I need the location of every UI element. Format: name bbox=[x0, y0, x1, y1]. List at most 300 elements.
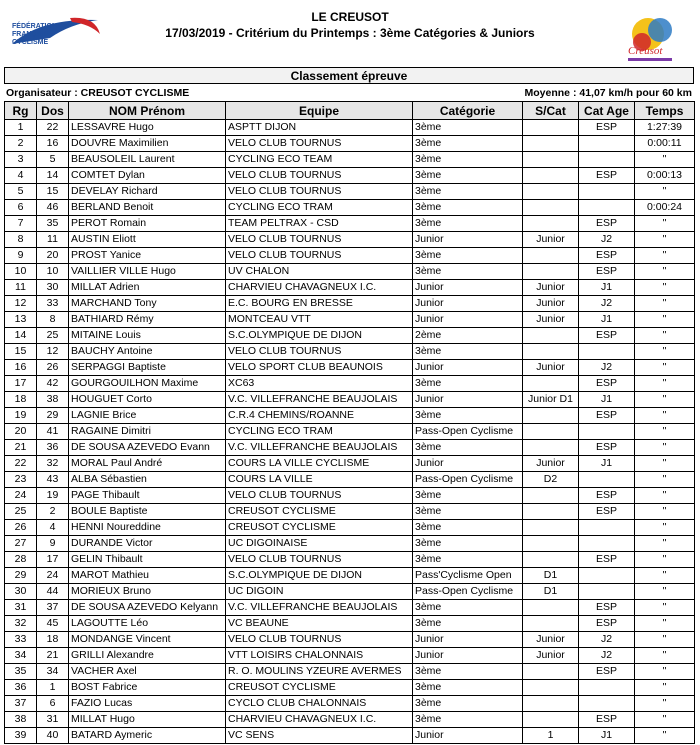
cell-catage: J2 bbox=[579, 648, 635, 664]
cell-rg: 14 bbox=[5, 328, 37, 344]
cell-scat bbox=[523, 152, 579, 168]
cell-dos: 33 bbox=[37, 296, 69, 312]
cell-equipe: VTT LOISIRS CHALONNAIS bbox=[226, 648, 413, 664]
cell-dos: 41 bbox=[37, 424, 69, 440]
cell-temps: " bbox=[635, 680, 695, 696]
cell-categorie: 3ème bbox=[413, 488, 523, 504]
cell-categorie: 3ème bbox=[413, 264, 523, 280]
cell-dos: 38 bbox=[37, 392, 69, 408]
table-row bbox=[5, 360, 695, 376]
cell-nom: BOULE Baptiste bbox=[69, 504, 226, 520]
cell-catage: ESP bbox=[579, 248, 635, 264]
table-row bbox=[5, 568, 695, 584]
cell-equipe: VELO CLUB TOURNUS bbox=[226, 552, 413, 568]
cell-equipe: CYCLO CLUB CHALONNAIS bbox=[226, 696, 413, 712]
cell-dos: 17 bbox=[37, 552, 69, 568]
cell-scat: D1 bbox=[523, 584, 579, 600]
cell-temps: " bbox=[635, 664, 695, 680]
cell-nom: BATHIARD Rémy bbox=[69, 312, 226, 328]
cell-rg: 2 bbox=[5, 136, 37, 152]
cell-rg: 7 bbox=[5, 216, 37, 232]
cell-catage: ESP bbox=[579, 712, 635, 728]
cell-categorie: Pass-Open Cyclisme bbox=[413, 424, 523, 440]
cell-temps: " bbox=[635, 568, 695, 584]
cell-categorie: Junior bbox=[413, 296, 523, 312]
cell-rg: 21 bbox=[5, 440, 37, 456]
cell-dos: 34 bbox=[37, 664, 69, 680]
cell-equipe: S.C.OLYMPIQUE DE DIJON bbox=[226, 568, 413, 584]
table-row bbox=[5, 184, 695, 200]
page-title: LE CREUSOT bbox=[311, 10, 389, 24]
cell-dos: 15 bbox=[37, 184, 69, 200]
cell-equipe: COURS LA VILLE bbox=[226, 472, 413, 488]
cell-dos: 8 bbox=[37, 312, 69, 328]
cell-nom: ALBA Sébastien bbox=[69, 472, 226, 488]
cell-catage: ESP bbox=[579, 408, 635, 424]
cell-scat: D2 bbox=[523, 472, 579, 488]
cell-catage bbox=[579, 536, 635, 552]
cell-rg: 37 bbox=[5, 696, 37, 712]
cell-catage: J2 bbox=[579, 632, 635, 648]
cell-nom: BOST Fabrice bbox=[69, 680, 226, 696]
cell-dos: 24 bbox=[37, 568, 69, 584]
cell-nom: MARCHAND Tony bbox=[69, 296, 226, 312]
table-row bbox=[5, 200, 695, 216]
cell-nom: COMTET Dylan bbox=[69, 168, 226, 184]
cell-scat bbox=[523, 376, 579, 392]
cell-rg: 24 bbox=[5, 488, 37, 504]
cell-rg: 9 bbox=[5, 248, 37, 264]
cell-scat bbox=[523, 120, 579, 136]
table-row bbox=[5, 392, 695, 408]
cell-scat bbox=[523, 600, 579, 616]
cell-rg: 33 bbox=[5, 632, 37, 648]
cell-nom: VAILLIER VILLE Hugo bbox=[69, 264, 226, 280]
cell-dos: 29 bbox=[37, 408, 69, 424]
cell-temps: " bbox=[635, 488, 695, 504]
cell-catage bbox=[579, 680, 635, 696]
cell-nom: DURANDE Victor bbox=[69, 536, 226, 552]
cell-dos: 11 bbox=[37, 232, 69, 248]
cell-rg: 32 bbox=[5, 616, 37, 632]
cell-categorie: 3ème bbox=[413, 408, 523, 424]
cell-scat bbox=[523, 424, 579, 440]
table-row bbox=[5, 488, 695, 504]
table-row bbox=[5, 424, 695, 440]
cell-catage: J1 bbox=[579, 312, 635, 328]
cell-dos: 32 bbox=[37, 456, 69, 472]
cell-dos: 6 bbox=[37, 696, 69, 712]
cell-dos: 9 bbox=[37, 536, 69, 552]
table-row bbox=[5, 456, 695, 472]
cell-dos: 43 bbox=[37, 472, 69, 488]
cell-categorie: 3ème bbox=[413, 168, 523, 184]
cell-temps: " bbox=[635, 232, 695, 248]
cell-rg: 36 bbox=[5, 680, 37, 696]
cell-scat: Junior bbox=[523, 296, 579, 312]
cell-nom: DOUVRE Maximilien bbox=[69, 136, 226, 152]
cell-rg: 38 bbox=[5, 712, 37, 728]
cell-nom: AUSTIN Eliott bbox=[69, 232, 226, 248]
cell-catage: J1 bbox=[579, 456, 635, 472]
cell-categorie: 3ème bbox=[413, 536, 523, 552]
cell-equipe: CREUSOT CYCLISME bbox=[226, 504, 413, 520]
cell-catage: ESP bbox=[579, 168, 635, 184]
cell-rg: 19 bbox=[5, 408, 37, 424]
cell-rg: 11 bbox=[5, 280, 37, 296]
cell-nom: RAGAINE Dimitri bbox=[69, 424, 226, 440]
cell-scat bbox=[523, 136, 579, 152]
cell-scat bbox=[523, 552, 579, 568]
cell-rg: 17 bbox=[5, 376, 37, 392]
table-row bbox=[5, 552, 695, 568]
cell-rg: 12 bbox=[5, 296, 37, 312]
cell-dos: 30 bbox=[37, 280, 69, 296]
cell-rg: 6 bbox=[5, 200, 37, 216]
creusot-logo-text: Creusot bbox=[628, 45, 663, 57]
cell-scat: Junior bbox=[523, 456, 579, 472]
cell-equipe: TEAM PELTRAX - CSD bbox=[226, 216, 413, 232]
cell-scat: Junior bbox=[523, 232, 579, 248]
cell-temps: " bbox=[635, 728, 695, 744]
cell-equipe: V.C. VILLEFRANCHE BEAUJOLAIS bbox=[226, 392, 413, 408]
cell-categorie: 3ème bbox=[413, 216, 523, 232]
cell-temps: " bbox=[635, 584, 695, 600]
col-header-categorie: Catégorie bbox=[413, 102, 523, 120]
cell-nom: MILLAT Adrien bbox=[69, 280, 226, 296]
cell-scat bbox=[523, 184, 579, 200]
cell-temps: " bbox=[635, 600, 695, 616]
col-header-equipe: Equipe bbox=[226, 102, 413, 120]
cell-temps: " bbox=[635, 216, 695, 232]
cell-rg: 28 bbox=[5, 552, 37, 568]
cell-rg: 8 bbox=[5, 232, 37, 248]
cell-catage bbox=[579, 568, 635, 584]
table-row bbox=[5, 328, 695, 344]
cell-catage: ESP bbox=[579, 600, 635, 616]
cell-rg: 3 bbox=[5, 152, 37, 168]
cell-dos: 46 bbox=[37, 200, 69, 216]
cell-categorie: 3ème bbox=[413, 136, 523, 152]
cell-categorie: 3ème bbox=[413, 376, 523, 392]
cell-nom: MITAINE Louis bbox=[69, 328, 226, 344]
cell-equipe: VELO CLUB TOURNUS bbox=[226, 488, 413, 504]
cell-temps: " bbox=[635, 184, 695, 200]
cell-rg: 39 bbox=[5, 728, 37, 744]
cell-categorie: 3ème bbox=[413, 200, 523, 216]
cell-temps: " bbox=[635, 712, 695, 728]
table-row bbox=[5, 520, 695, 536]
cell-temps: " bbox=[635, 360, 695, 376]
cell-dos: 14 bbox=[37, 168, 69, 184]
cell-categorie: 3ème bbox=[413, 600, 523, 616]
cell-nom: GOURGOUILHON Maxime bbox=[69, 376, 226, 392]
cell-temps: " bbox=[635, 328, 695, 344]
cell-dos: 21 bbox=[37, 648, 69, 664]
cell-nom: HENNI Noureddine bbox=[69, 520, 226, 536]
cell-catage bbox=[579, 136, 635, 152]
cell-nom: PEROT Romain bbox=[69, 216, 226, 232]
cell-catage: J2 bbox=[579, 296, 635, 312]
cell-nom: FAZIO Lucas bbox=[69, 696, 226, 712]
cell-categorie: Junior bbox=[413, 392, 523, 408]
cell-rg: 31 bbox=[5, 600, 37, 616]
cell-temps: " bbox=[635, 344, 695, 360]
cell-dos: 31 bbox=[37, 712, 69, 728]
table-header-row bbox=[5, 102, 695, 120]
cell-catage: J1 bbox=[579, 280, 635, 296]
cell-categorie: 3ème bbox=[413, 696, 523, 712]
cell-temps: " bbox=[635, 536, 695, 552]
table-row bbox=[5, 408, 695, 424]
cell-rg: 27 bbox=[5, 536, 37, 552]
cell-dos: 4 bbox=[37, 520, 69, 536]
cell-catage bbox=[579, 696, 635, 712]
table-row bbox=[5, 712, 695, 728]
cell-categorie: 3ème bbox=[413, 712, 523, 728]
cell-categorie: 3ème bbox=[413, 520, 523, 536]
cell-catage bbox=[579, 344, 635, 360]
cell-catage: ESP bbox=[579, 264, 635, 280]
cell-catage bbox=[579, 184, 635, 200]
cell-equipe: CHARVIEU CHAVAGNEUX I.C. bbox=[226, 280, 413, 296]
cell-rg: 30 bbox=[5, 584, 37, 600]
cell-categorie: 3ème bbox=[413, 616, 523, 632]
cell-categorie: Pass-Open Cyclisme bbox=[413, 472, 523, 488]
cell-equipe: CREUSOT CYCLISME bbox=[226, 520, 413, 536]
cell-catage: ESP bbox=[579, 376, 635, 392]
cell-equipe: VC SENS bbox=[226, 728, 413, 744]
cell-scat: Junior bbox=[523, 360, 579, 376]
cell-temps: 0:00:11 bbox=[635, 136, 695, 152]
cell-equipe: CYCLING ECO TRAM bbox=[226, 424, 413, 440]
cell-temps: " bbox=[635, 424, 695, 440]
col-header-catage: Cat Age bbox=[579, 102, 635, 120]
cell-equipe: VC BEAUNE bbox=[226, 616, 413, 632]
cell-dos: 42 bbox=[37, 376, 69, 392]
cell-nom: BERLAND Benoit bbox=[69, 200, 226, 216]
cell-scat bbox=[523, 616, 579, 632]
cell-catage bbox=[579, 200, 635, 216]
cell-temps: " bbox=[635, 408, 695, 424]
cell-catage: ESP bbox=[579, 328, 635, 344]
cell-rg: 20 bbox=[5, 424, 37, 440]
cell-rg: 15 bbox=[5, 344, 37, 360]
cell-equipe: VELO CLUB TOURNUS bbox=[226, 248, 413, 264]
cell-categorie: 3ème bbox=[413, 440, 523, 456]
cell-categorie: 3ème bbox=[413, 680, 523, 696]
cell-equipe: XC63 bbox=[226, 376, 413, 392]
cell-catage: ESP bbox=[579, 216, 635, 232]
cell-equipe: E.C. BOURG EN BRESSE bbox=[226, 296, 413, 312]
cell-scat bbox=[523, 440, 579, 456]
cell-catage: J2 bbox=[579, 232, 635, 248]
cell-equipe: VELO CLUB TOURNUS bbox=[226, 168, 413, 184]
ffc-logo-line1: FÉDÉRATION bbox=[12, 23, 57, 30]
cell-equipe: V.C. VILLEFRANCHE BEAUJOLAIS bbox=[226, 600, 413, 616]
cell-rg: 34 bbox=[5, 648, 37, 664]
cell-catage bbox=[579, 584, 635, 600]
cell-catage: ESP bbox=[579, 120, 635, 136]
cell-categorie: Junior bbox=[413, 632, 523, 648]
cell-categorie: Junior bbox=[413, 456, 523, 472]
cell-temps: " bbox=[635, 456, 695, 472]
cell-nom: MONDANGE Vincent bbox=[69, 632, 226, 648]
cell-temps: " bbox=[635, 648, 695, 664]
cell-equipe: CYCLING ECO TEAM bbox=[226, 152, 413, 168]
table-row bbox=[5, 584, 695, 600]
cell-categorie: 3ème bbox=[413, 504, 523, 520]
cell-temps: " bbox=[635, 296, 695, 312]
cell-categorie: 3ème bbox=[413, 664, 523, 680]
cell-scat: Junior bbox=[523, 280, 579, 296]
col-header-nom: NOM Prénom bbox=[69, 102, 226, 120]
col-header-dos: Dos bbox=[37, 102, 69, 120]
cell-nom: DE SOUSA AZEVEDO Evann bbox=[69, 440, 226, 456]
cell-temps: " bbox=[635, 504, 695, 520]
cell-nom: LAGNIE Brice bbox=[69, 408, 226, 424]
cell-nom: MILLAT Hugo bbox=[69, 712, 226, 728]
cell-scat bbox=[523, 200, 579, 216]
cell-equipe: CREUSOT CYCLISME bbox=[226, 680, 413, 696]
cell-dos: 40 bbox=[37, 728, 69, 744]
cell-scat bbox=[523, 248, 579, 264]
cell-scat bbox=[523, 712, 579, 728]
cell-scat bbox=[523, 520, 579, 536]
cell-nom: MAROT Mathieu bbox=[69, 568, 226, 584]
table-row bbox=[5, 680, 695, 696]
cell-equipe: MONTCEAU VTT bbox=[226, 312, 413, 328]
table-row bbox=[5, 216, 695, 232]
cell-equipe: VELO CLUB TOURNUS bbox=[226, 184, 413, 200]
page-header bbox=[0, 0, 700, 66]
cell-nom: MORAL Paul André bbox=[69, 456, 226, 472]
cell-catage bbox=[579, 520, 635, 536]
cell-dos: 20 bbox=[37, 248, 69, 264]
cell-scat: Junior bbox=[523, 648, 579, 664]
table-row bbox=[5, 616, 695, 632]
cell-scat: D1 bbox=[523, 568, 579, 584]
table-row bbox=[5, 600, 695, 616]
cell-dos: 16 bbox=[37, 136, 69, 152]
cell-dos: 12 bbox=[37, 344, 69, 360]
cell-categorie: 3ème bbox=[413, 152, 523, 168]
cell-equipe: S.C.OLYMPIQUE DE DIJON bbox=[226, 328, 413, 344]
cell-scat: Junior bbox=[523, 312, 579, 328]
col-header-scat: S/Cat bbox=[523, 102, 579, 120]
table-row bbox=[5, 344, 695, 360]
cell-temps: " bbox=[635, 248, 695, 264]
cell-equipe: C.R.4 CHEMINS/ROANNE bbox=[226, 408, 413, 424]
cell-nom: BATARD Aymeric bbox=[69, 728, 226, 744]
cell-categorie: Junior bbox=[413, 360, 523, 376]
cell-catage: ESP bbox=[579, 504, 635, 520]
cell-nom: PROST Yanice bbox=[69, 248, 226, 264]
cell-dos: 18 bbox=[37, 632, 69, 648]
cell-rg: 5 bbox=[5, 184, 37, 200]
cell-nom: VACHER Axel bbox=[69, 664, 226, 680]
cell-categorie: Pass'Cyclisme Open bbox=[413, 568, 523, 584]
cell-scat: 1 bbox=[523, 728, 579, 744]
cell-equipe: R. O. MOULINS YZEURE AVERMES bbox=[226, 664, 413, 680]
cell-temps: " bbox=[635, 392, 695, 408]
cell-equipe: UV CHALON bbox=[226, 264, 413, 280]
cell-temps: " bbox=[635, 440, 695, 456]
cell-categorie: Junior bbox=[413, 280, 523, 296]
cell-equipe: UC DIGOIN bbox=[226, 584, 413, 600]
cell-categorie: Pass-Open Cyclisme bbox=[413, 584, 523, 600]
cell-categorie: 2ème bbox=[413, 328, 523, 344]
cell-scat bbox=[523, 696, 579, 712]
cell-nom: DEVELAY Richard bbox=[69, 184, 226, 200]
results-table bbox=[4, 101, 695, 744]
table-row bbox=[5, 696, 695, 712]
cell-nom: BEAUSOLEIL Laurent bbox=[69, 152, 226, 168]
cell-categorie: 3ème bbox=[413, 184, 523, 200]
cell-dos: 45 bbox=[37, 616, 69, 632]
cell-equipe: COURS LA VILLE CYCLISME bbox=[226, 456, 413, 472]
table-row bbox=[5, 168, 695, 184]
cell-scat bbox=[523, 536, 579, 552]
cell-equipe: VELO CLUB TOURNUS bbox=[226, 136, 413, 152]
cell-dos: 10 bbox=[37, 264, 69, 280]
cell-temps: " bbox=[635, 376, 695, 392]
cell-equipe: VELO SPORT CLUB BEAUNOIS bbox=[226, 360, 413, 376]
cell-rg: 29 bbox=[5, 568, 37, 584]
ffc-logo-line3: CYCLISME bbox=[12, 39, 49, 46]
table-row bbox=[5, 264, 695, 280]
cell-categorie: 3ème bbox=[413, 120, 523, 136]
cell-rg: 22 bbox=[5, 456, 37, 472]
cell-scat: Junior bbox=[523, 632, 579, 648]
cell-rg: 18 bbox=[5, 392, 37, 408]
cell-scat bbox=[523, 488, 579, 504]
table-row bbox=[5, 632, 695, 648]
cell-catage: ESP bbox=[579, 552, 635, 568]
table-row bbox=[5, 376, 695, 392]
cell-catage bbox=[579, 152, 635, 168]
cell-dos: 25 bbox=[37, 328, 69, 344]
table-row bbox=[5, 296, 695, 312]
cell-rg: 4 bbox=[5, 168, 37, 184]
cell-catage: ESP bbox=[579, 664, 635, 680]
cell-dos: 1 bbox=[37, 680, 69, 696]
cell-scat bbox=[523, 680, 579, 696]
cell-nom: LAGOUTTE Léo bbox=[69, 616, 226, 632]
table-row bbox=[5, 136, 695, 152]
cell-nom: BAUCHY Antoine bbox=[69, 344, 226, 360]
cell-catage bbox=[579, 472, 635, 488]
cell-rg: 16 bbox=[5, 360, 37, 376]
cell-categorie: Junior bbox=[413, 648, 523, 664]
cell-dos: 44 bbox=[37, 584, 69, 600]
cell-nom: GRILLI Alexandre bbox=[69, 648, 226, 664]
cell-equipe: V.C. VILLEFRANCHE BEAUJOLAIS bbox=[226, 440, 413, 456]
table-row bbox=[5, 472, 695, 488]
table-row bbox=[5, 664, 695, 680]
cell-rg: 26 bbox=[5, 520, 37, 536]
cell-temps: 0:00:13 bbox=[635, 168, 695, 184]
cell-categorie: Junior bbox=[413, 312, 523, 328]
cell-dos: 19 bbox=[37, 488, 69, 504]
cell-rg: 25 bbox=[5, 504, 37, 520]
cell-catage: J1 bbox=[579, 728, 635, 744]
cell-dos: 2 bbox=[37, 504, 69, 520]
moyenne-label: Moyenne : 41,07 km/h pour 60 km bbox=[524, 87, 692, 99]
cell-dos: 22 bbox=[37, 120, 69, 136]
cell-equipe: CYCLING ECO TRAM bbox=[226, 200, 413, 216]
cell-categorie: 3ème bbox=[413, 344, 523, 360]
